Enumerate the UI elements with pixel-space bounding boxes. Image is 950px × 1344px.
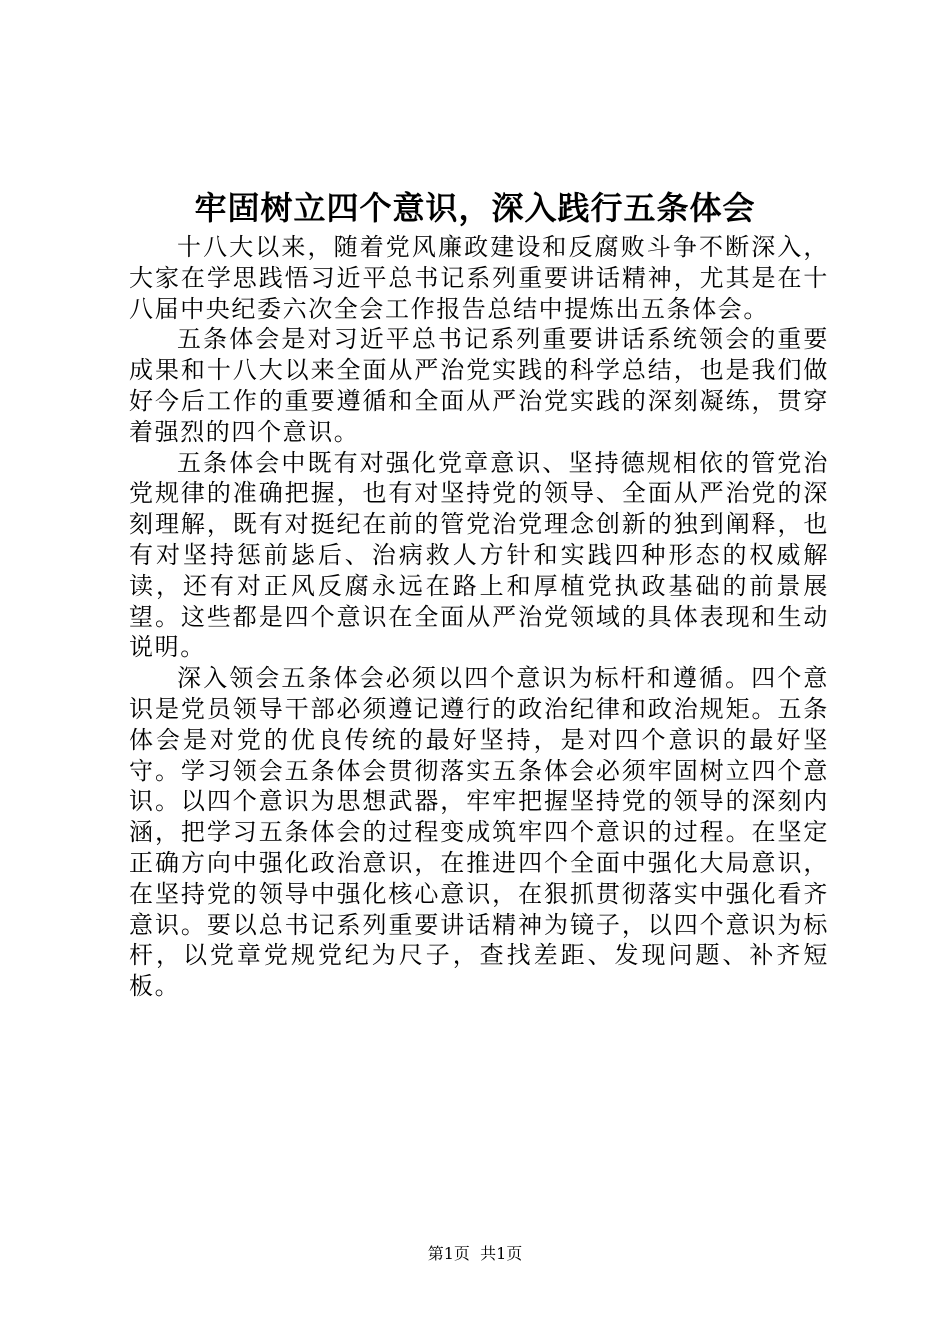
paragraph-2: 五条体会是对习近平总书记系列重要讲话系统领会的重要成果和十八大以来全面从严治党实践的科学总结，也是我们做好今后工作的重要遵循和全面从严治党实践的深刻凝练，贯穿着强烈的四个意识。 bbox=[129, 325, 829, 446]
page-number-footer: 第1页 共1页 bbox=[427, 1244, 523, 1263]
document-title: 牢固树立四个意识，深入践行五条体会 bbox=[194, 189, 756, 227]
document-body bbox=[129, 232, 829, 1002]
paragraph-3: 五条体会中既有对强化党章意识、坚持德规相依的管党治党规律的准确把握，也有对坚持党的领导、全面从严治党的深刻理解，既有对挺纪在前的管党治党理念创新的独到阐释，也有对坚持惩前毖后、治病救人方针和实践四种形态的权威解读，还有对正风反腐永远在路上和厚植党执政基础的前景展望。这些都是四个意识在全面从严治党领域的具体表现和生动说明。 bbox=[129, 448, 829, 662]
paragraph-1: 十八大以来，随着党风廉政建设和反腐败斗争不断深入，大家在学思践悟习近平总书记系列重要讲话精神，尤其是在十八届中央纪委六次全会工作报告总结中提炼出五条体会。 bbox=[129, 233, 829, 323]
paragraph-4: 深入领会五条体会必须以四个意识为标杆和遵循。四个意识是党员领导干部必须遵记遵行的政治纪律和政治规矩。五条体会是对党的优良传统的最好坚持，是对四个意识的最好坚守。学习领会五条体会贯彻落实五条体会必须牢固树立四个意识。以四个意识为思想武器，牢牢把握坚持党的领导的深刻内涵，把学习五条体会的过程变成筑牢四个意识的过程。在坚定正确方向中强化政治意识，在推进四个全面中强化大局意识，在坚持党的领导中强化核心意识，在狠抓贯彻落实中强化看齐意识。要以总书记系列重要讲话精神为镜子，以四个意识为标杆，以党章党规党纪为尺子，查找差距、发现问题、补齐短板。 bbox=[129, 664, 829, 1001]
